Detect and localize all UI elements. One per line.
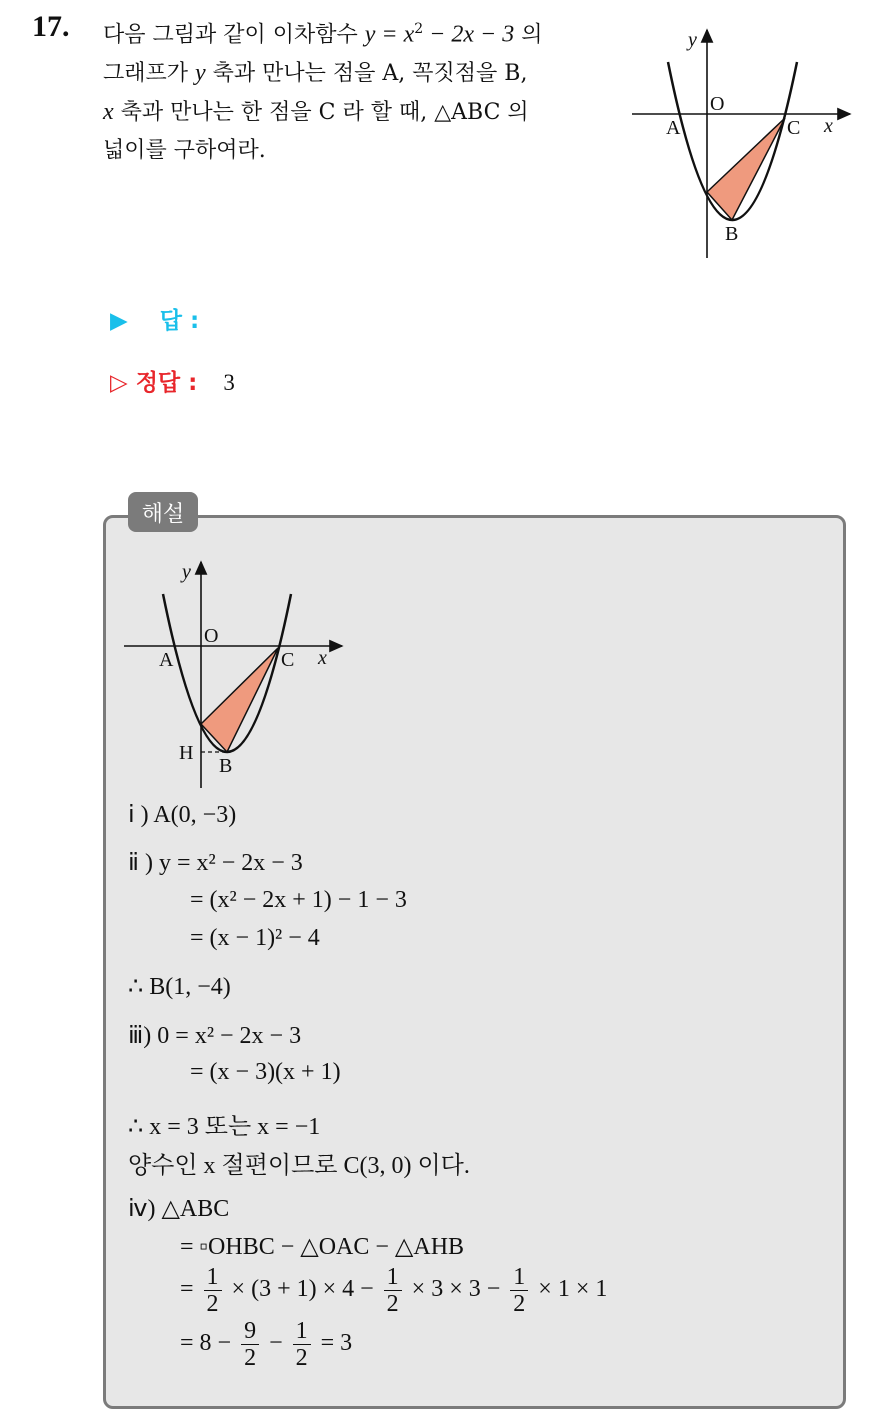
fraction-half-1 [204,1264,222,1317]
q-line3-var: x [103,99,114,126]
answer-marker-icon: ▶ [110,308,128,334]
label-x: x [824,115,833,137]
frac-num: 1 [293,1318,311,1345]
solution-step-7d [180,1318,352,1371]
q-line2-var: y [195,60,206,87]
label-o: O [710,93,725,115]
frac-num: 1 [384,1264,402,1291]
solution-step-2c: = (x − 1)² − 4 [190,925,320,951]
sol-label-y: y [182,561,191,583]
correct-answer-value: 3 [223,370,235,395]
q-line1-end: 의 [514,22,543,48]
solution-step-2a: ⅱ ) y = x² − 2x − 3 [128,850,303,876]
solution-step-3: ∴ B(1, −4) [128,974,231,1000]
question-number: 17. [32,10,70,43]
fraction-nine-half [241,1318,259,1371]
solution-step-4b: = (x − 3)(x + 1) [190,1059,341,1085]
q-line3-text: 축과 만나는 한 점을 C 라 할 때, △ABC 의 [113,100,529,126]
correct-marker-icon: ▷ [110,370,128,396]
q-eq: y = x [364,21,415,48]
solution-step-5: ∴ x = 3 또는 x = −1 [128,1114,321,1140]
solution-step-7a: ⅳ) △ABC [128,1196,230,1222]
solution-tag: 해설 [128,492,198,532]
sol-label-a: A [159,649,174,671]
label-y: y [688,29,697,51]
q-eq-rest: − 2x − 3 [423,21,515,48]
answer-label: 답 : [159,308,200,334]
label-c: C [787,117,801,139]
solution-step-2b: = (x² − 2x + 1) − 1 − 3 [190,887,407,913]
term-1: − [269,1330,283,1357]
term-2: × 3 × 3 − [411,1276,501,1303]
eq-sign: = [180,1276,194,1303]
q-line1-text: 다음 그림과 같이 이차함수 [103,22,365,48]
solution-triangle [201,648,278,752]
frac-num: 9 [241,1318,259,1345]
correct-answer-row [110,364,235,397]
solution-step-7c [180,1264,607,1317]
label-b: B [725,223,739,245]
frac-den: 2 [513,1291,526,1317]
frac-num: 1 [510,1264,528,1291]
label-a: A [666,117,681,139]
fraction-one-half [293,1318,311,1371]
eq-start: = 8 − [180,1330,232,1357]
solution-step-6: 양수인 x 절편이므로 C(3, 0) 이다. [128,1153,470,1179]
result: = 3 [320,1330,353,1357]
term-3: × 1 × 1 [538,1276,608,1303]
solution-step-4a: ⅲ) 0 = x² − 2x − 3 [128,1023,302,1049]
q-line2-end: 축과 만나는 점을 A, 꼭짓점을 B, [205,61,528,87]
sol-label-b: B [219,755,233,777]
q-line2-text: 그래프가 [103,61,196,87]
fraction-half-2 [384,1264,402,1317]
solution-step-7b: = ▫OHBC − △OAC − △AHB [180,1234,465,1260]
fraction-half-3 [510,1264,528,1317]
sol-label-x: x [318,647,327,669]
frac-den: 2 [206,1291,219,1317]
triangle-abc [707,118,785,220]
parabola-figure [628,26,858,266]
sol-label-c: C [281,649,295,671]
sol-label-h: H [179,742,194,764]
solution-step-1: ⅰ ) A(0, −3) [128,802,237,828]
sol-label-o: O [204,625,219,647]
q-eq-exp: 2 [414,21,424,37]
frac-num: 1 [204,1264,222,1291]
frac-den: 2 [386,1291,399,1317]
frac-den: 2 [244,1345,257,1371]
q-line4-text: 넓이를 구하여라. [103,138,266,164]
term-1: × (3 + 1) × 4 − [231,1276,374,1303]
answer-row [110,302,199,335]
question-text [103,10,608,170]
solution-figure [120,558,350,788]
frac-den: 2 [295,1345,308,1371]
correct-answer-label: 정답 : [135,370,198,396]
